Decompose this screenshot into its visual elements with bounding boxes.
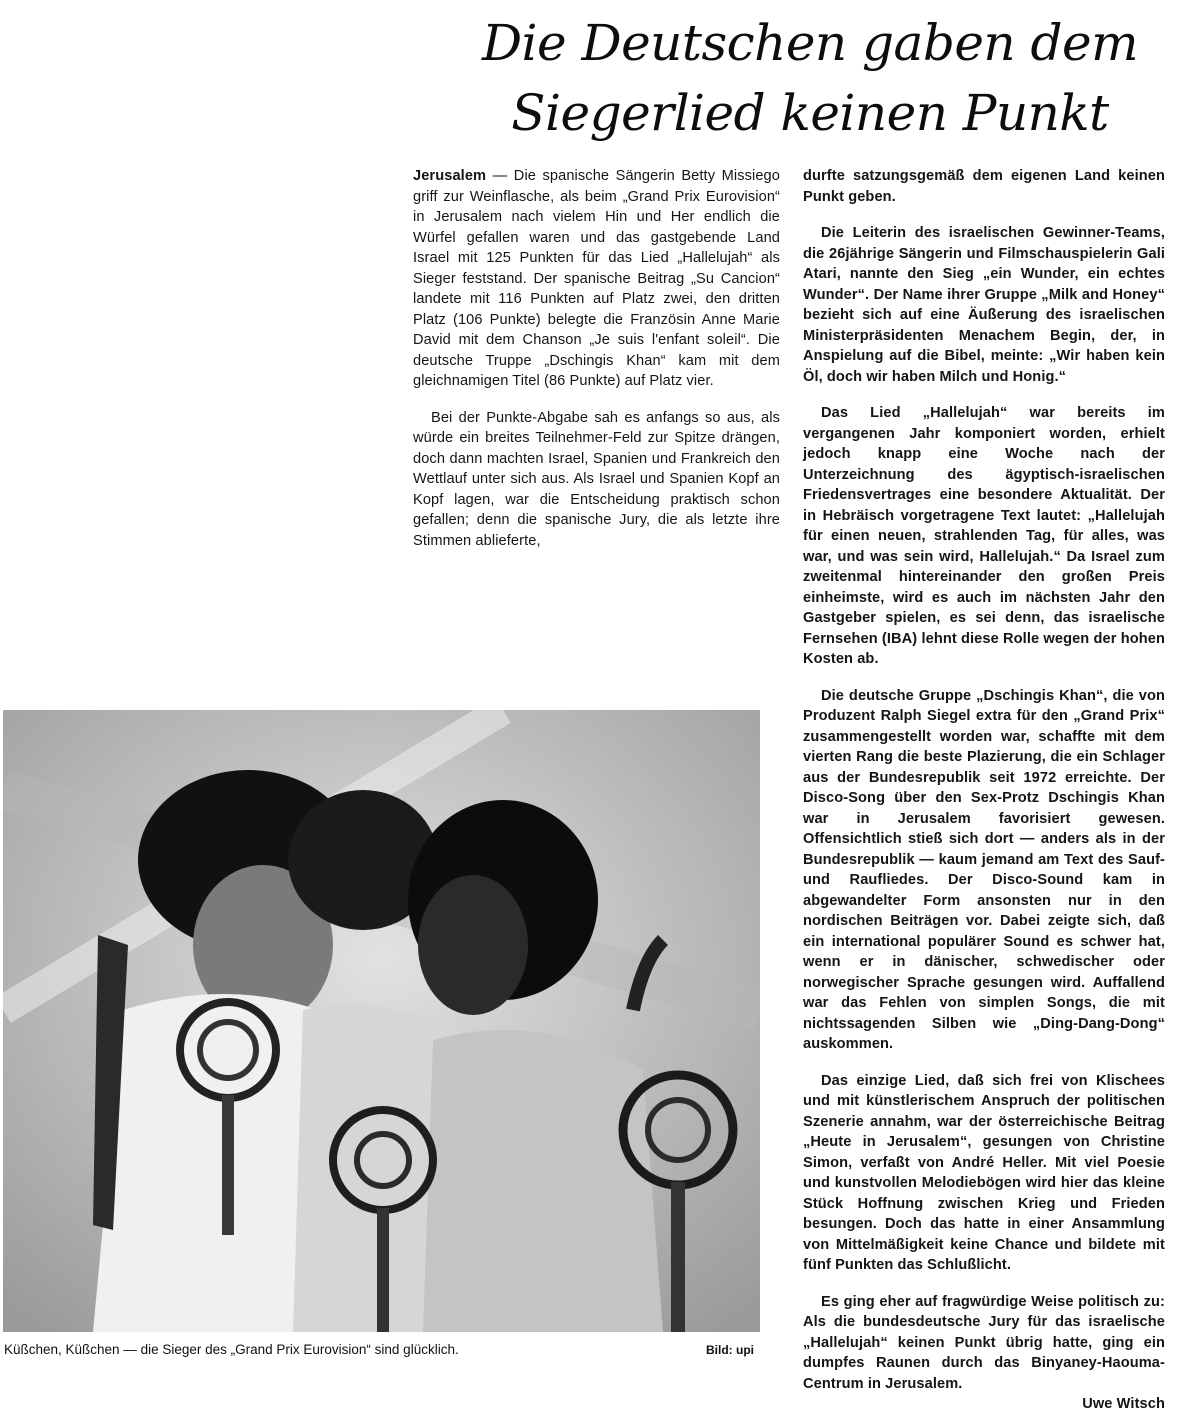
news-photo (3, 710, 760, 1332)
article-column-1 (413, 166, 780, 567)
byline: Uwe Witsch (1082, 1396, 1165, 1412)
article-paragraph (413, 166, 780, 392)
headline (470, 8, 1150, 148)
photo-caption (4, 1341, 756, 1359)
paragraph-text: — Die spanische Sängerin Betty Missiego griff zur Weinflasche, als beim „Grand Prix Eurovision“ in Jerusalem nach vielem Hin und Her endlich die Würfel gefallen waren und das gastgebende Land Israel mit 125 Punkten für das Lied „Hallelujah“ als Sieger feststand. Der spanische Beitrag „Su Cancion“ landete mit 116 Punkten auf Platz zwei, den dritten Platz (106 Punkte) belegte die Französin Anne Marie David mit dem Chanson „Je suis l'enfant soleil“. Die deutsche Truppe „Dschingis Khan“ kam mit dem gleichnamigen Titel (86 Punkte) auf Platz vier. (413, 168, 780, 389)
dateline: Jerusalem (413, 168, 487, 184)
headline-line-2: Siegerlied keinen Punkt (511, 84, 1109, 142)
article-paragraph: Das Lied „Hallelujah“ war bereits im vergangenen Jahr komponiert worden, erhielt jedoch knapp eine Woche nach der Unterzeichnung des ägyptisch-israelischen Friedensvertrages eine besondere Aktualität. Der in Hebräisch vorgetragene Text lautet: „Hallelujah für einen neuen, strahlenden Tag, für alles, was war, und was sein wird, Hallelujah.“ Da Israel zum zweitenmal hintereinander den großen Preis einheimste, wird es auch im nächsten Jahr den Gastgeber spielen, es sei denn, das israelische Fernsehen (IBA) lehnt diese Rolle wegen der hohen Kosten ab. (803, 405, 1165, 667)
article-paragraph: Die deutsche Gruppe „Dschingis Khan“, die von Produzent Ralph Siegel extra für den „Grand Prix“ zusammengestellt worden war, schaffte mit dem vierten Rang die beste Plazierung, die ein Schlager aus der Bundesrepublik seit 1972 erreichte. Der Disco-Song über den Sex-Protz Dschingis Khan war in Jerusalem favorisiert gewesen. Offensichtlich stieß sich dort — anders als in der Bundesrepublik — kaum jemand am Text des Sauf- und Raufliedes. Der Disco-Sound kam in abgewandelter Form ansonsten nur in den nordischen Beiträgen vor. Dabei zeigte sich, daß ein international populärer Sound es schwer hat, wenn er in dänischer, schwedischer oder norwegischer Sprache gesungen wird. Auffallend war das Fehlen von simplen Songs, die mit nichtssagenden Silben wie „Ding-Dang-Dong“ auskommen. (803, 687, 1165, 1052)
photo-credit: Bild: upi (706, 1343, 754, 1357)
photo-illustration (3, 710, 760, 1332)
article-paragraph: Die Leiterin des israelischen Gewinner-Teams, die 26jährige Sängerin und Filmschauspielerin Gali Atari, nannte den Sieg „ein Wunder, ein echtes Wunder“. Der Name ihrer Gruppe „Milk and Honey“ bezieht sich auf eine Äußerung des israelischen Ministerpräsidenten Menachem Begin, der, in Anspielung auf die Bibel, meinte: „Wir haben kein Öl, doch wir haben Milch und Honig.“ (803, 225, 1165, 385)
article-paragraph: Bei der Punkte-Abgabe sah es anfangs so aus, als würde ein breites Teilnehmer-Feld zur Spitze drängen, doch dann machten Israel, Spanien und Frankreich den Wettlauf unter sich aus. Als Israel und Spanien Kopf an Kopf lagen, war die Entscheidung praktisch schon gefallen; denn die spanische Jury, die als letzte ihre Stimmen ablieferte, (413, 409, 780, 549)
article-paragraph: Es ging eher auf fragwürdige Weise politisch zu: Als die bundesdeutsche Jury für das israelische „Hallelujah“ keinen Punkt übrig hatte, ging ein dumpfes Raunen durch das Binyaney-Haouma-Centrum in Jerusalem. (803, 1293, 1165, 1392)
article-column-2 (803, 166, 1165, 1415)
headline-line-1: Die Deutschen gaben dem (481, 14, 1139, 72)
article-paragraph: Das einzige Lied, daß sich frei von Klischees und mit künstlerischem Anspruch der politischen Szenerie annahm, war der österreichische Beitrag „Heute in Jerusalem“, gesungen von Christine Simon, verfaßt von André Heller. Mit viel Poesie und kunstvollen Melodiebögen wird hier das kleine Stück Hoffnung zwischen Krieg und Frieden besungen. Doch das hatte in einer Ansammlung von Mittelmäßigkeit keine Chance und bildete mit fünf Punkten das Schlußlicht. (803, 1072, 1165, 1273)
caption-text: Küßchen, Küßchen — die Sieger des „Grand Prix Eurovision“ sind glücklich. (4, 1342, 459, 1357)
article-paragraph: durfte satzungsgemäß dem eigenen Land keinen Punkt geben. (803, 168, 1165, 205)
